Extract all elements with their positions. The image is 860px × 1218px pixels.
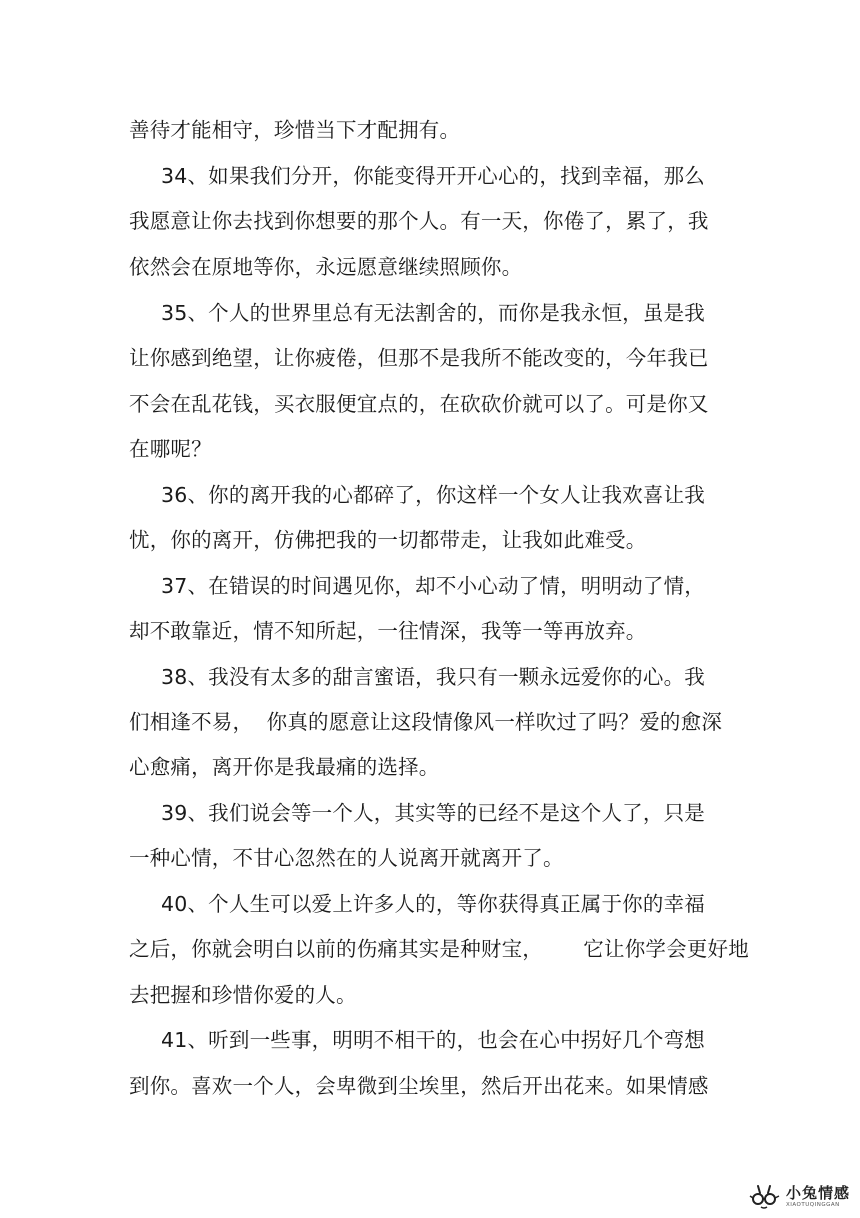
rabbit-glasses-icon [748,1184,782,1210]
text-line: 不会在乱花钱，买衣服便宜点的，在砍砍价就可以了。可是你又 [129,392,709,416]
watermark-text [786,1185,850,1209]
text-line: 38、我没有太多的甜言蜜语，我只有一颗永远爱你的心。我 [161,665,705,689]
text-line: 41、听到一些事，明明不相干的，也会在心中拐好几个弯想 [161,1028,705,1052]
text-line: 到你。喜欢一个人，会卑微到尘埃里，然后开出花来。如果情感 [129,1074,709,1098]
text-line: 37、在错误的时间遇见你，却不小心动了情，明明动了情， [161,574,705,598]
text-line: 我愿意让你去找到你想要的那个人。有一天，你倦了，累了，我 [129,209,709,233]
text-line: 之后，你就会明白以前的伤痛其实是种财宝， 它让你学会更好地 [129,937,749,961]
watermark-name: 小兔情感 [785,1184,850,1202]
text-line: 36、你的离开我的心都碎了，你这样一个女人让我欢喜让我 [161,483,705,507]
text-line: 去把握和珍惜你爱的人。 [129,983,357,1007]
text-line: 在哪呢？ [129,437,212,461]
text-line: 让你感到绝望，让你疲倦，但那不是我所不能改变的，今年我已 [129,346,709,370]
text-line: 一种心情，不甘心忽然在的人说离开就离开了。 [129,846,564,870]
text-line: 34、如果我们分开，你能变得开开心心的，找到幸福，那么 [161,164,705,188]
text-line: 依然会在原地等你，永远愿意继续照顾你。 [129,255,523,279]
text-line: 35、个人的世界里总有无法割舍的，而你是我永恒，虽是我 [161,301,705,325]
text-line: 心愈痛，离开你是我最痛的选择。 [129,755,440,779]
text-line: 忧，你的离开，仿佛把我的一切都带走，让我如此难受。 [129,528,647,552]
text-line: 们相逢不易， 你真的愿意让这段情像风一样吹过了吗？爱的愈深 [129,710,723,734]
text-line: 却不敢靠近，情不知所起，一往情深，我等一等再放弃。 [129,619,647,643]
text-line: 39、我们说会等一个人，其实等的已经不是这个人了，只是 [161,801,705,825]
watermark [748,1184,850,1210]
text-line: 40、个人生可以爱上许多人的，等你获得真正属于你的幸福 [161,892,705,916]
text-line: 善待才能相守，珍惜当下才配拥有。 [129,118,461,142]
watermark-sub: XIAOTUQINGGAN [785,1202,840,1208]
